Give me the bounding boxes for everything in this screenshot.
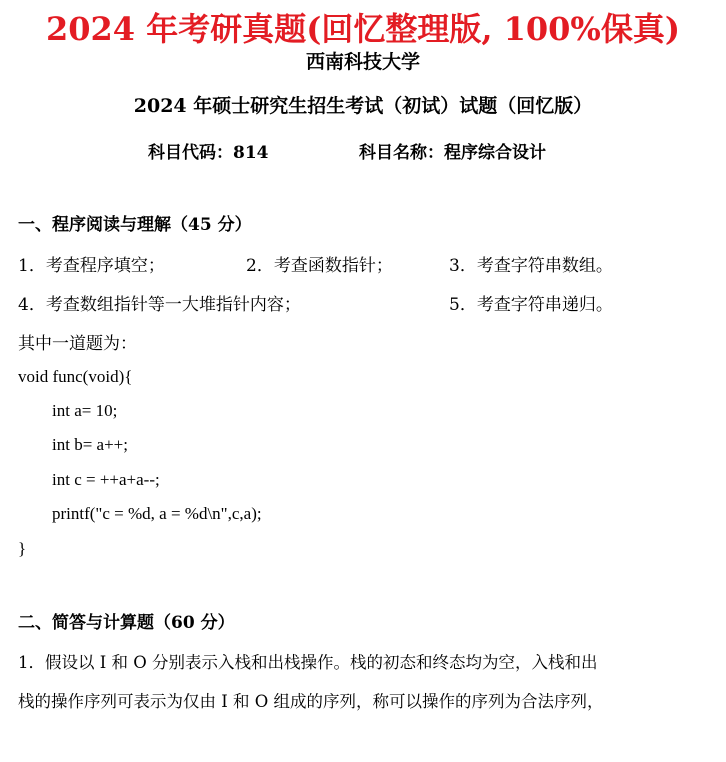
school-name: 西南科技大学 xyxy=(305,51,420,73)
section-1-intro: 其中一道题为： xyxy=(18,334,137,354)
subject-name: 科目名称：程序综合设计 xyxy=(359,143,546,163)
section-2-line-2: 栈的操作序列可表示为仅由 I 和 O 组成的序列，称可以操作的序列为合法序列， xyxy=(18,692,604,711)
section-1-item-4: 4．考查数组指针等一大堆指针内容； xyxy=(18,295,301,315)
exam-title: 2024 年硕士研究生招生考试（初试）试题（回忆版） xyxy=(133,95,593,117)
code-line-3: int b= a++; xyxy=(52,435,128,454)
code-line-6: } xyxy=(18,539,27,558)
section-1-item-3: 3．考查字符串数组。 xyxy=(449,256,613,276)
subject-code: 科目代码：814 xyxy=(148,143,269,163)
section-1-item-1: 1．考查程序填空； xyxy=(18,256,165,276)
section-1-item-5: 5．考查字符串递归。 xyxy=(449,295,613,315)
code-line-1: void func(void){ xyxy=(18,367,133,386)
exam-banner-title: 2024 年考研真题(回忆整理版, 100%保真) xyxy=(46,10,680,48)
section-2-title: 二、简答与计算题（60 分） xyxy=(18,613,235,633)
section-1-title: 一、程序阅读与理解（45 分） xyxy=(18,215,252,235)
code-line-2: int a= 10; xyxy=(52,401,118,420)
section-2-line-1: 1．假设以 I 和 O 分别表示入栈和出栈操作。栈的初态和终态均为空，入栈和出 xyxy=(18,653,598,672)
code-line-5: printf("c = %d, a = %d\n",c,a); xyxy=(52,504,262,523)
section-1-item-2: 2．考查函数指针； xyxy=(246,256,393,276)
code-line-4: int c = ++a+a--; xyxy=(52,470,160,489)
